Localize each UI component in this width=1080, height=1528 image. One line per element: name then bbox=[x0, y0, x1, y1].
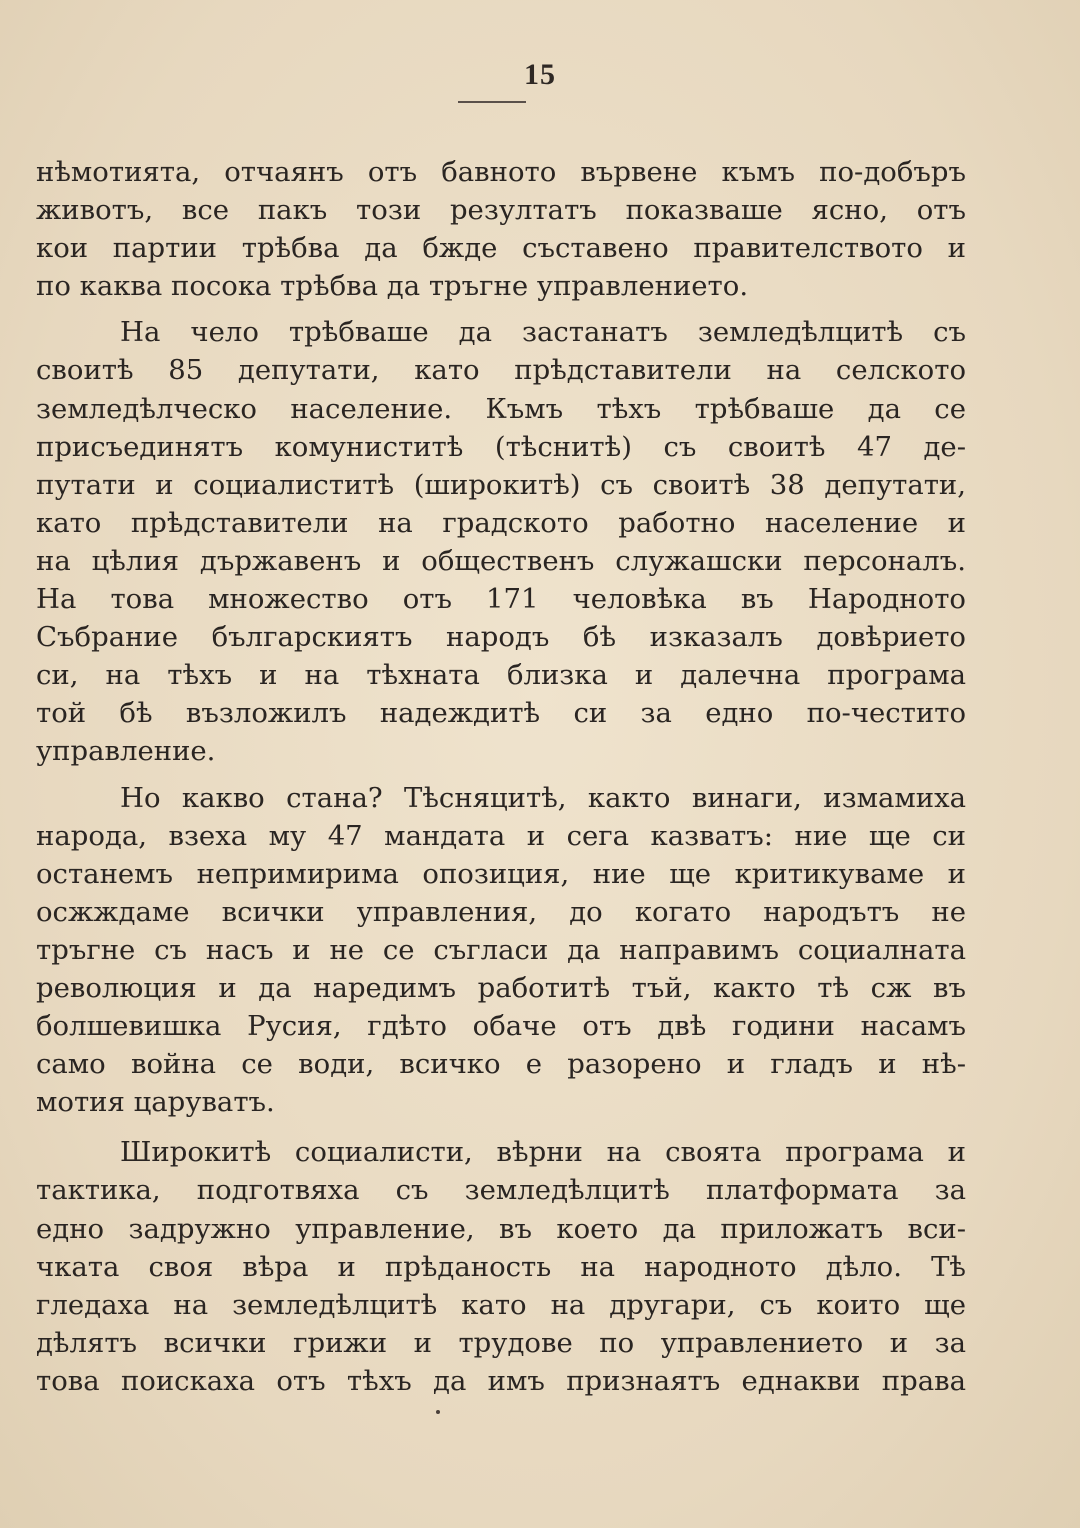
text-line: гледаха на земледѣлцитѣ като на другари, съ които ще bbox=[36, 1288, 966, 1321]
paragraph bbox=[36, 313, 966, 770]
paragraph bbox=[36, 779, 966, 1122]
text-line: нѣмотията, отчаянъ отъ бавното вървене къмъ по-добъръ bbox=[36, 156, 966, 188]
text-line: той бѣ възложилъ надеждитѣ си за едно по-честито bbox=[36, 697, 966, 730]
text-line: тактика, подготвяха съ земледѣлцитѣ платформата за bbox=[36, 1174, 966, 1207]
body-text bbox=[36, 153, 966, 1400]
text-line: мотия царуватъ. bbox=[36, 1086, 275, 1119]
paragraph bbox=[36, 1133, 966, 1400]
text-line: Събрание българскиятъ народъ бѣ изказалъ довѣрието bbox=[36, 621, 966, 654]
text-line: болшевишка Русия, гдѣто обаче отъ двѣ години насамъ bbox=[36, 1010, 966, 1043]
text-line: като прѣдставители на градското работно население и bbox=[36, 506, 966, 539]
ink-dot bbox=[436, 1410, 440, 1414]
text-line: кои партии трѣбва да бжде съставено правителството и bbox=[36, 232, 966, 265]
text-line: народа, взеха му 47 мандата и сега казватъ: ние ще си bbox=[36, 819, 966, 852]
text-line: присъединятъ комуниститѣ (тѣснитѣ) съ своитѣ 47 де- bbox=[36, 430, 966, 463]
paragraph bbox=[36, 153, 966, 305]
text-line: дѣлятъ всички грижи и трудове по управлението и за bbox=[36, 1326, 966, 1359]
text-line: тръгне съ насъ и не се съгласи да направимъ социалната bbox=[36, 933, 966, 966]
text-line: На чело трѣбваше да застанатъ земледѣлцитѣ съ bbox=[120, 316, 966, 349]
header-rule bbox=[458, 101, 526, 103]
text-line: по каква посока трѣбва да тръгне управлението. bbox=[36, 270, 749, 303]
text-line: останемъ непримирима опозиция, ние ще критикуваме и bbox=[36, 857, 966, 890]
text-line: Широкитѣ социалисти, вѣрни на своята програма и bbox=[120, 1136, 966, 1169]
text-line: осжждаме всички управления, до когато народътъ не bbox=[36, 895, 966, 928]
paragraph-gap bbox=[36, 305, 966, 313]
text-line: само война се води, всичко е разорено и гладъ и нѣ- bbox=[36, 1048, 966, 1081]
text-line: земледѣлческо население. Къмъ тѣхъ трѣбваше да се bbox=[36, 392, 966, 425]
paragraph-gap bbox=[36, 1121, 966, 1133]
text-line: На това множество отъ 171 человѣка въ Народното bbox=[36, 583, 966, 616]
page-number: 15 bbox=[524, 58, 556, 91]
text-line: животъ, все пакъ този резултатъ показваше ясно, отъ bbox=[36, 194, 966, 227]
text-line: путати и социалиститѣ (широкитѣ) съ своитѣ 38 депутати, bbox=[36, 468, 966, 501]
text-line: това поискаха отъ тѣхъ да имъ признаятъ еднакви права bbox=[36, 1364, 966, 1397]
text-line: чката своя вѣра и прѣданость на народното дѣло. Тѣ bbox=[36, 1250, 966, 1283]
text-line: революция и да наредимъ работитѣ тъй, както тѣ сж въ bbox=[36, 971, 966, 1004]
text-line: едно задружно управление, въ което да приложатъ вси- bbox=[36, 1212, 966, 1245]
text-line: своитѣ 85 депутати, като прѣдставители на селското bbox=[36, 354, 966, 387]
text-line: Но какво стана? Тѣсняцитѣ, както винаги, измамиха bbox=[120, 781, 966, 814]
text-line: си, на тѣхъ и на тѣхната близка и далечна програма bbox=[36, 659, 966, 692]
paragraph-gap bbox=[36, 771, 966, 779]
text-line: управление. bbox=[36, 735, 216, 768]
text-line: на цѣлия държавенъ и общественъ служашски персоналъ. bbox=[36, 544, 966, 577]
